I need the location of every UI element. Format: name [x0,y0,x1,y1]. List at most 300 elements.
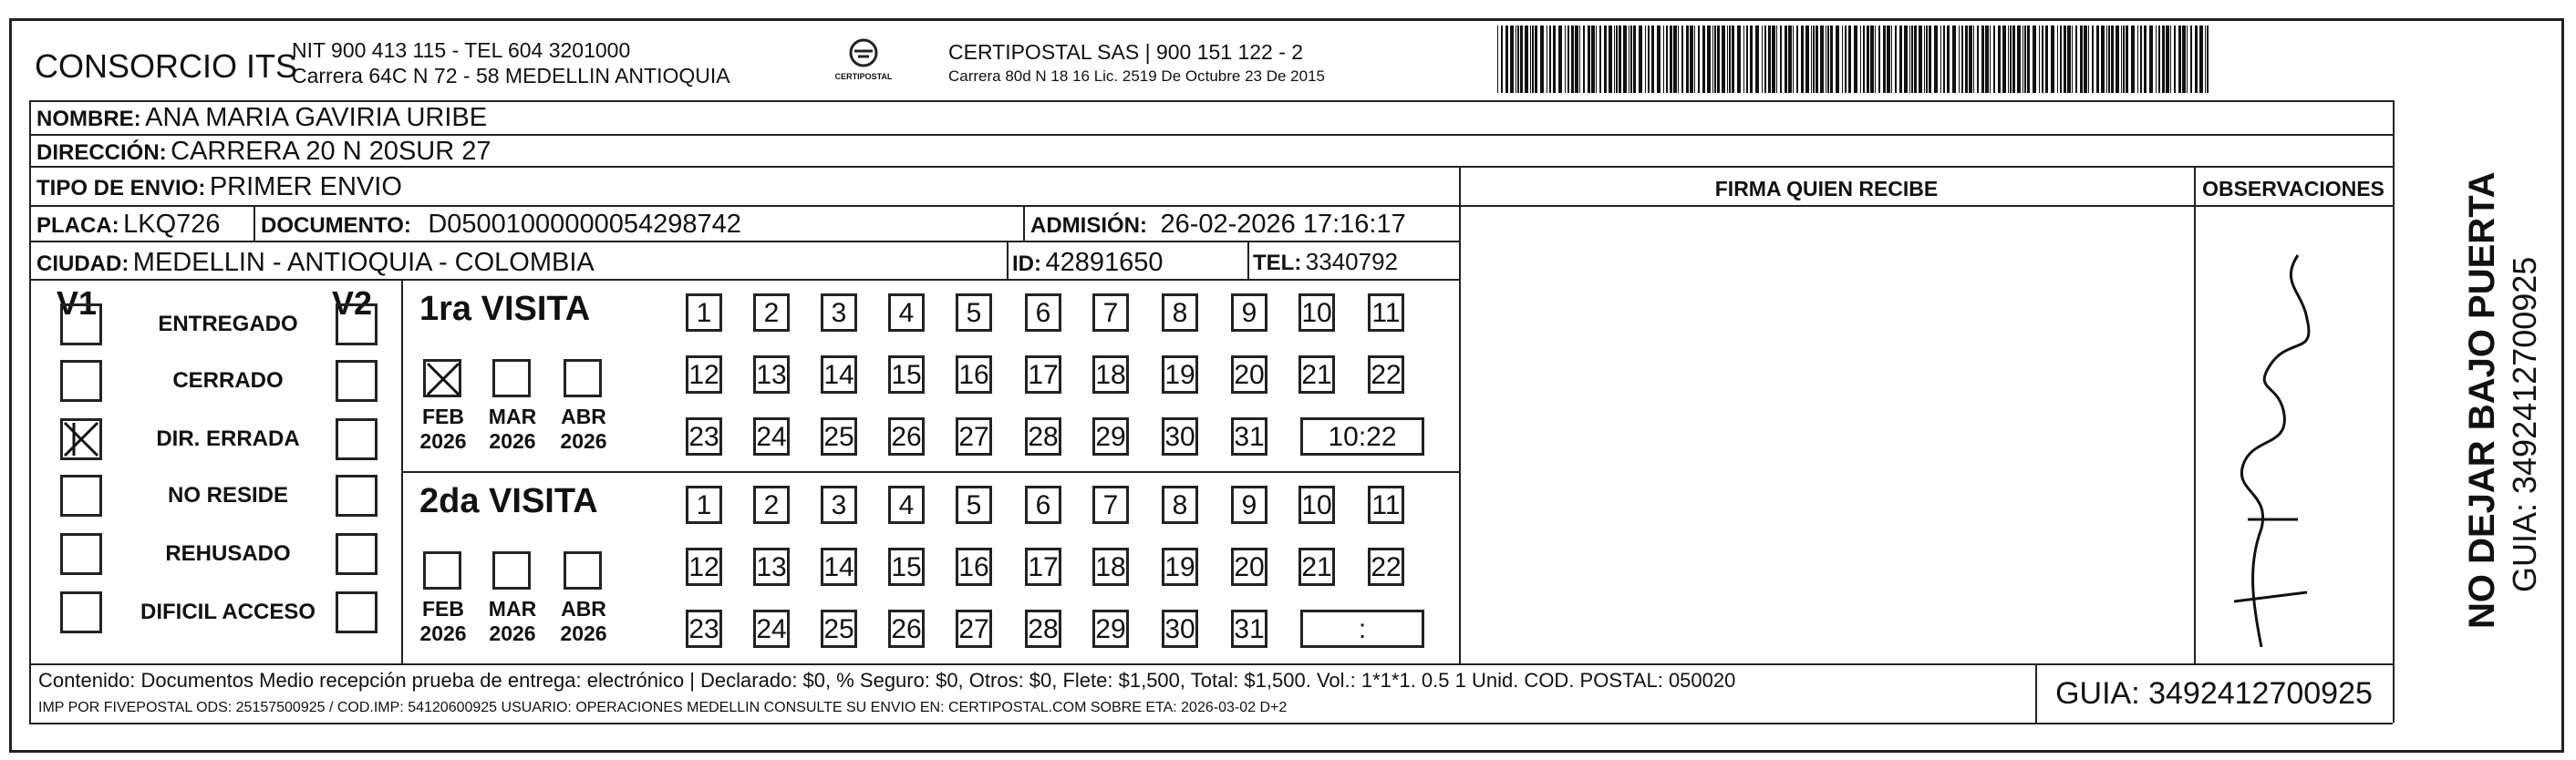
documento-label: DOCUMENTO: [261,213,411,238]
nombre-label: NOMBRE: [36,107,141,131]
barcode-bar [1929,26,1931,93]
barcode-bar [1848,26,1851,93]
rule [29,100,2393,102]
handwritten-signature [2198,219,2389,656]
visit-title: 1ra VISITA [419,290,591,328]
barcode-bar [1887,26,1890,93]
day-box[interactable]: 26 [888,610,925,648]
day-box[interactable]: 31 [1231,610,1267,648]
day-box[interactable]: 6 [1025,293,1061,332]
barcode-bar [1737,26,1741,93]
barcode-bar [2156,26,2157,93]
barcode-bar [1648,26,1650,93]
barcode-bar [2166,26,2169,93]
id-value: 42891650 [1045,248,1164,277]
barcode-bar [1813,26,1815,93]
status-label: DIR. ERRADA [156,426,300,451]
rule [1023,205,1025,241]
v2-checkbox[interactable] [336,591,378,633]
nombre-value: ANA MARIA GAVIRIA URIBE [145,103,488,132]
barcode-bar [1755,26,1759,93]
day-box[interactable]: 6 [1025,486,1061,524]
barcode-bar [2187,26,2188,93]
month-year: 2026 [560,429,607,453]
time-box[interactable]: : [1300,610,1424,648]
day-box[interactable]: 23 [686,610,722,648]
barcode-bar [1535,26,1537,93]
month-label [556,405,611,454]
day-box[interactable]: 17 [1025,548,1061,586]
rule [29,279,1459,281]
barcode-bar [1940,26,1941,93]
nit-line: NIT 900 413 115 - TEL 604 3201000 [292,38,631,62]
barcode-bar [1911,26,1913,93]
barcode-bar [1772,26,1775,93]
barcode-bar [1614,26,1615,93]
rule [253,205,255,241]
barcode-bar [1811,26,1812,93]
barcode-bar [1919,26,1922,93]
rule [1247,241,1249,279]
barcode-bar [2137,26,2138,93]
ciudad-value: MEDELLIN - ANTIOQUIA - COLOMBIA [132,248,595,277]
imp-line: IMP POR FIVEPOSTAL ODS: 25157500925 / COD.IMP: 54120600925 USUARIO: OPERACIONES MEDELLIN CONSULTE SU ENVIO EN: CERTIPOSTAL.COM SOBRE ETA: 2026-03-02 D+2 [38,700,1288,715]
month-label [416,597,471,646]
barcode-bar [1793,26,1794,93]
month-year: 2026 [489,621,536,645]
day-box[interactable]: 31 [1231,417,1267,456]
day-box[interactable]: 25 [821,610,857,648]
rule [1459,205,2393,207]
day-box[interactable]: 4 [888,293,925,332]
contenido-line: Contenido: Documentos Medio recepción prueba de entrega: electrónico | Declarado: $0, % Seguro: $0, Otros: $0, Flete: $1,500, Total: $1,500. Vol.: 1*1*1. 0.5 1 Unid. COD. POSTAL: 050020 [38,669,1736,692]
documento-row [261,210,741,240]
barcode-bar [1816,26,1818,93]
month-label [556,597,611,646]
barcode-bar [2195,26,2198,93]
month-checkbox[interactable] [564,551,602,590]
barcode-bar [2010,26,2012,93]
barcode-bar [1686,26,1689,93]
certipostal-logo [832,38,895,81]
barcode-bar [1702,26,1705,93]
barcode-bar [1609,26,1612,93]
barcode-bar [2149,26,2153,93]
day-box[interactable]: 15 [888,355,925,394]
barcode-bar [1678,26,1679,93]
tipo-label: TIPO DE ENVIO: [36,176,206,200]
barcode-bar [1993,26,1995,93]
barcode-bar [1969,26,1972,93]
barcode-bar [1670,26,1672,93]
day-box[interactable]: 24 [753,610,790,648]
barcode-bar [1895,26,1897,93]
barcode-bar [1854,26,1857,93]
day-box[interactable]: 12 [686,548,722,586]
barcode-bar [2051,26,2054,93]
barcode-bar [2012,26,2015,93]
day-box[interactable]: 20 [1231,355,1267,394]
rule [1459,166,1461,663]
barcode-bar [1977,26,1979,93]
day-box[interactable]: 7 [1092,293,1129,332]
barcode-bar [1820,26,1824,93]
rule [2194,166,2196,663]
day-box[interactable]: 8 [1162,293,1198,332]
courier-line-1: CERTIPOSTAL SAS | 900 151 122 - 2 [948,40,1304,64]
barcode-bar [1961,26,1963,93]
month-checkbox[interactable] [492,359,531,397]
day-box[interactable]: 30 [1162,417,1198,456]
barcode-bar [2042,26,2043,93]
day-box[interactable]: 28 [1025,610,1061,648]
barcode-bar [2084,26,2087,93]
barcode-bar [2207,26,2209,93]
barcode-bar [1694,26,1695,93]
barcode-bar [2116,26,2119,93]
tel-value: 3340792 [1305,248,1399,275]
month-label [416,405,471,454]
barcode-bar [1722,26,1725,93]
barcode-bar [1785,26,1787,93]
day-box[interactable]: 21 [1298,548,1335,586]
barcode-bar [2096,26,2099,93]
barcode-bar [1904,26,1908,93]
day-box[interactable]: 24 [753,417,790,456]
v2-checkbox[interactable] [336,533,378,575]
barcode-bar [1501,26,1503,93]
barcode-bar [2088,26,2089,93]
barcode-bar [2002,26,2006,93]
tel-row [1253,248,1398,276]
day-box[interactable]: 13 [753,548,790,586]
day-box[interactable]: 19 [1162,548,1198,586]
v1-checkbox[interactable] [60,418,102,460]
status-label: CERRADO [172,368,284,393]
day-box[interactable]: 22 [1368,548,1404,586]
month-name: FEB [422,597,464,621]
day-box[interactable]: 16 [956,355,992,394]
barcode-bar [1914,26,1917,93]
barcode-bar [2121,26,2122,93]
barcode-bar [2190,26,2192,93]
direccion-value: CARRERA 20 N 20SUR 27 [171,137,491,166]
status-label: DIFICIL ACCESO [140,600,316,624]
barcode-bar [1796,26,1798,93]
month-year: 2026 [489,429,536,453]
v2-checkbox[interactable] [336,303,378,345]
barcode-bar [1998,26,2001,93]
barcode-bar [1591,26,1595,93]
barcode-bar [1596,26,1597,93]
placa-row [36,210,221,240]
status-label: ENTREGADO [158,312,298,336]
barcode [1497,26,2218,93]
rule [29,134,2393,136]
day-box[interactable]: 12 [686,355,722,394]
barcode-bar [1657,26,1660,93]
barcode-bar [2205,26,2206,93]
barcode-bar [1565,26,1566,93]
barcode-bar [1746,26,1748,93]
admision-row [1030,210,1406,240]
barcode-bar [2126,26,2128,93]
barcode-bar [2131,26,2135,93]
day-box[interactable]: 11 [1368,293,1404,332]
barcode-bar [1952,26,1956,93]
barcode-bar [1973,26,1974,93]
barcode-bar [2101,26,2105,93]
month-name: ABR [561,597,606,621]
barcode-bar [1883,26,1886,93]
month-year: 2026 [419,621,467,645]
company-name: CONSORCIO ITS [35,47,298,85]
ciudad-label: CIUDAD: [36,252,129,276]
day-box[interactable]: 3 [821,293,857,332]
barcode-bar [1604,26,1607,93]
address-line: Carrera 64C N 72 - 58 MEDELLIN ANTIOQUIA [292,64,730,87]
barcode-bar [1579,26,1580,93]
barcode-bar [1743,26,1744,93]
barcode-bar [1836,26,1839,93]
v2-checkbox[interactable] [336,418,378,460]
footer-guia: GUIA: 3492412700925 [2055,676,2373,711]
month-name: MAR [488,405,537,428]
barcode-bar [1553,26,1556,93]
barcode-bar [2111,26,2114,93]
barcode-bar [1651,26,1654,93]
barcode-bar [1663,26,1664,93]
barcode-bar [1712,26,1713,93]
rule [2393,100,2395,723]
visit-title: 2da VISITA [419,482,598,520]
barcode-bar [1681,26,1683,93]
barcode-bar [1567,26,1569,93]
barcode-bar [1732,26,1734,93]
barcode-bar [1707,26,1711,93]
status-label: REHUSADO [165,541,291,566]
month-year: 2026 [419,429,467,453]
barcode-bar [2024,26,2026,93]
barcode-bar [2144,26,2147,93]
barcode-bar [1878,26,1880,93]
barcode-bar [2008,26,2009,93]
tipo-row [36,172,402,202]
barcode-bar [1768,26,1771,93]
day-box[interactable]: 8 [1162,486,1198,524]
barcode-bar [1619,26,1621,93]
day-box[interactable]: 18 [1092,548,1129,586]
documento-value: D05001000000054298742 [428,210,741,239]
barcode-bar [2106,26,2107,93]
barcode-bar [2039,26,2040,93]
time-box[interactable]: 10:22 [1300,417,1424,456]
day-box[interactable]: 9 [1231,293,1267,332]
day-box[interactable]: 14 [821,355,857,394]
direccion-label: DIRECCIÓN: [36,140,167,165]
id-row [1012,248,1163,278]
rule [29,100,31,723]
day-box[interactable]: 14 [821,548,857,586]
barcode-bar [1805,26,1809,93]
day-box[interactable]: 4 [888,486,925,524]
day-box[interactable]: 2 [753,293,790,332]
barcode-bar [1750,26,1753,93]
barcode-bar [1860,26,1861,93]
day-box[interactable]: 1 [686,486,722,524]
barcode-bar [1727,26,1728,93]
day-box[interactable]: 5 [956,293,992,332]
barcode-bar [1673,26,1677,93]
day-box[interactable]: 10 [1298,293,1335,332]
barcode-bar [1870,26,1874,93]
barcode-bar [1899,26,1902,93]
logo-icon [845,38,882,69]
day-box[interactable]: 26 [888,417,925,456]
day-box[interactable]: 27 [956,610,992,648]
barcode-bar [2108,26,2110,93]
courier-line-2: Carrera 80d N 18 16 Lic. 2519 De Octubre 23 De 2015 [948,67,1325,85]
logo-text: CERTIPOSTAL [834,72,893,81]
barcode-bar [2067,26,2071,93]
barcode-bar [1943,26,1945,93]
barcode-bar [1690,26,1693,93]
barcode-bar [1540,26,1544,93]
status-label: NO RESIDE [167,483,289,508]
placa-label: PLACA: [36,213,119,238]
barcode-bar [1842,26,1843,93]
barcode-bar [1965,26,1968,93]
day-box[interactable]: 11 [1368,486,1404,524]
rule [401,279,403,663]
month-label [485,405,540,454]
barcode-bar [2027,26,2030,93]
day-box[interactable]: 29 [1092,417,1129,456]
barcode-bar [1639,26,1642,93]
day-box[interactable]: 5 [956,486,992,524]
barcode-bar [1520,26,1523,93]
barcode-bar [1776,26,1777,93]
day-box[interactable]: 20 [1231,548,1267,586]
barcode-bar [2060,26,2062,93]
day-box[interactable]: 1 [686,293,722,332]
day-box[interactable]: 30 [1162,610,1198,648]
barcode-bar [2092,26,2094,93]
month-name: MAR [488,597,537,621]
barcode-bar [2182,26,2186,93]
barcode-bar [1698,26,1700,93]
firma-header: FIRMA QUIEN RECIBE [1714,177,1939,200]
barcode-bar [1588,26,1590,93]
v2-header: V2 [332,284,373,322]
day-box[interactable]: 10 [1298,486,1335,524]
day-box[interactable]: 9 [1231,486,1267,524]
day-box[interactable]: 25 [821,417,857,456]
barcode-bar [2017,26,2021,93]
barcode-bar [1530,26,1531,93]
month-checkbox[interactable] [564,359,602,397]
v1-checkbox[interactable] [60,475,102,517]
month-checkbox[interactable] [423,359,461,397]
ciudad-row [36,248,595,278]
month-checkbox[interactable] [423,551,461,590]
barcode-bar [1909,26,1910,93]
barcode-bar [2033,26,2036,93]
barcode-bar [1926,26,1928,93]
rule [1007,241,1009,279]
admision-label: ADMISIÓN: [1030,213,1147,238]
day-box[interactable]: 16 [956,548,992,586]
day-box[interactable]: 15 [888,548,925,586]
barcode-bar [1517,26,1519,93]
barcode-bar [1510,26,1514,93]
v1-checkbox[interactable] [60,303,102,345]
month-checkbox[interactable] [492,551,531,590]
barcode-bar [1845,26,1847,93]
barcode-bar [1505,26,1508,93]
barcode-bar [2075,26,2077,93]
barcode-bar [1525,26,1528,93]
barcode-bar [1571,26,1574,93]
barcode-bar [2064,26,2066,93]
v1-checkbox[interactable] [60,533,102,575]
barcode-bar [1788,26,1792,93]
day-box[interactable]: 7 [1092,486,1129,524]
day-box[interactable]: 27 [956,417,992,456]
month-year: 2026 [560,621,607,645]
barcode-bar [1780,26,1782,93]
month-name: ABR [561,405,606,428]
day-box[interactable]: 3 [821,486,857,524]
day-box[interactable]: 22 [1368,355,1404,394]
v2-checkbox[interactable] [336,360,378,402]
barcode-bar [2178,26,2181,93]
day-box[interactable]: 23 [686,417,722,456]
day-box[interactable]: 19 [1162,355,1198,394]
day-box[interactable]: 28 [1025,417,1061,456]
day-box[interactable]: 2 [753,486,790,524]
rule [29,205,1459,207]
barcode-bar [1623,26,1627,93]
barcode-bar [1633,26,1636,93]
side-guia: GUIA: 3492412700925 [2506,256,2543,592]
barcode-bar [1714,26,1716,93]
day-box[interactable]: 21 [1298,355,1335,394]
barcode-bar [2045,26,2048,93]
barcode-bar [1558,26,1562,93]
rule [401,471,1459,473]
barcode-bar [1863,26,1865,93]
rule [29,241,1459,242]
barcode-bar [1549,26,1551,93]
month-name: FEB [422,405,464,428]
observaciones-header: OBSERVACIONES [2202,177,2385,200]
barcode-bar [1645,26,1646,93]
v1-checkbox[interactable] [60,591,102,633]
v2-checkbox[interactable] [336,475,378,517]
barcode-bar [2158,26,2160,93]
day-box[interactable]: 29 [1092,610,1129,648]
day-box[interactable]: 17 [1025,355,1061,394]
barcode-bar [1599,26,1601,93]
v1-checkbox[interactable] [60,360,102,402]
tel-label: TEL: [1253,251,1302,275]
barcode-bar [1934,26,1938,93]
barcode-bar [2057,26,2058,93]
barcode-bar [1532,26,1534,93]
day-box[interactable]: 13 [753,355,790,394]
day-box[interactable]: 18 [1092,355,1129,394]
